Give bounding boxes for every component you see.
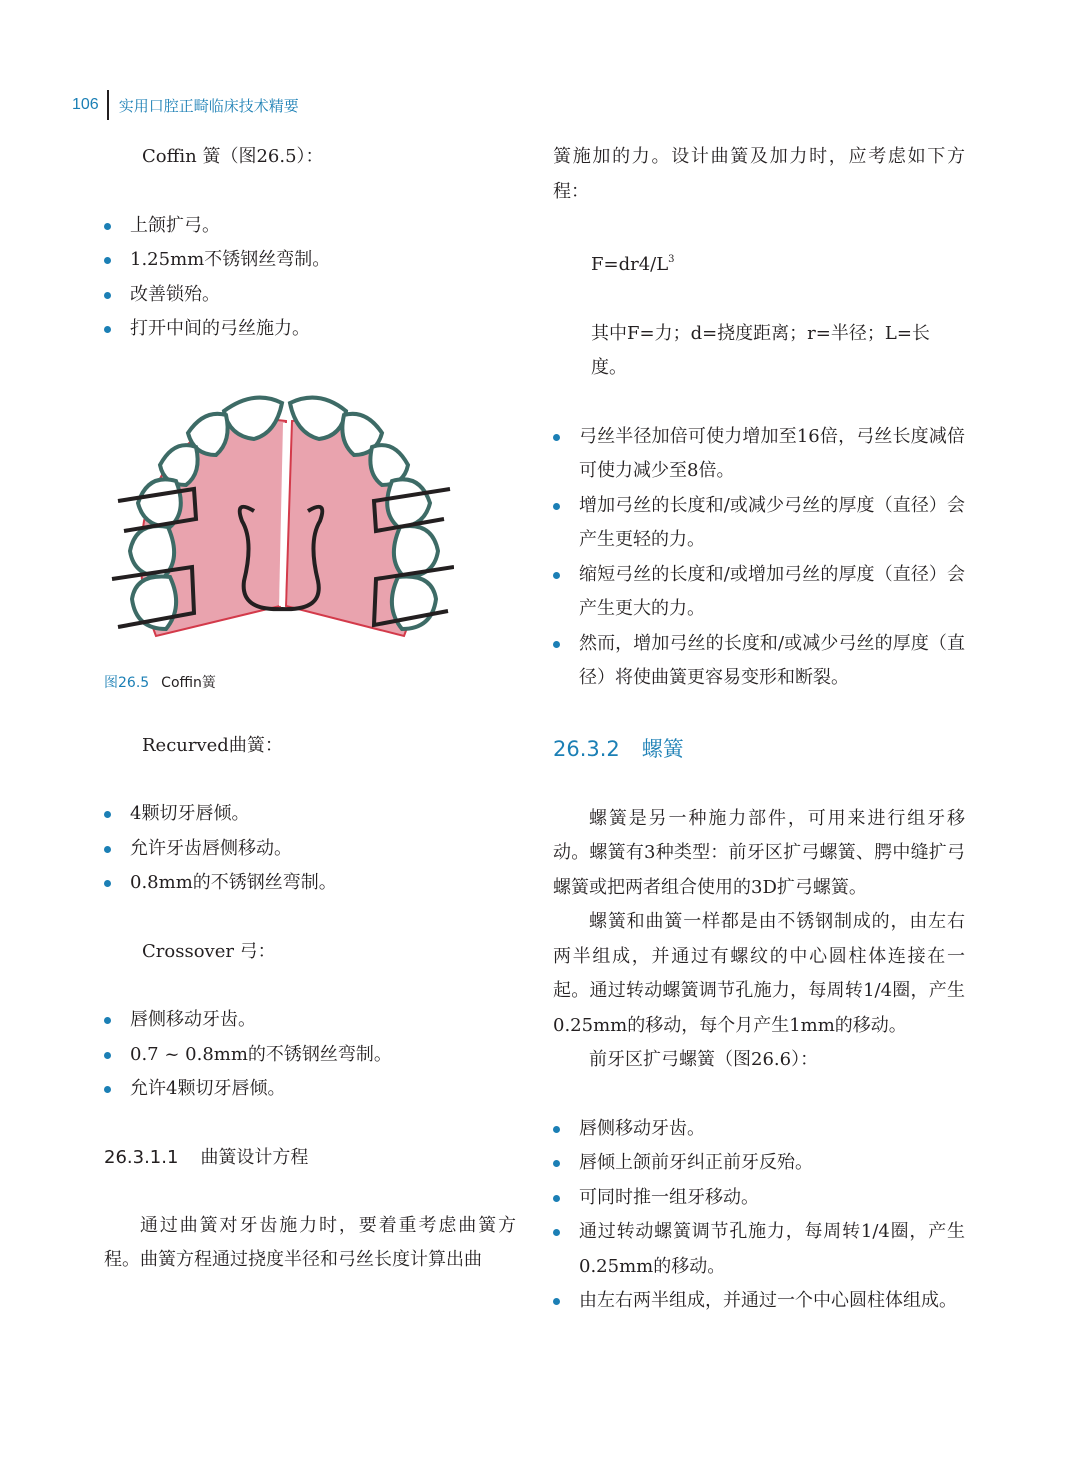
bullet-icon [104,1017,111,1024]
bullet-icon [104,1086,111,1093]
list-item: 然而，增加弓丝的长度和/或减少弓丝的厚度（直径）将使曲簧更容易变形和断裂。 [553,627,965,696]
list-item: 唇倾上颌前牙纠正前牙反殆。 [553,1146,965,1181]
right-column [553,140,965,1319]
crossover-bullet-list [104,1003,516,1107]
spring-equation-paragraph: 通过曲簧对牙齿施力时，要着重考虑曲簧方程。曲簧方程通过挠度半径和弓丝长度计算出曲 [104,1214,516,1270]
bullet-icon [104,846,111,853]
screw-bullet-list [553,1112,965,1319]
list-item: 允许4颗切牙唇倾。 [104,1072,516,1107]
bullet-icon [553,1195,560,1202]
list-item: 4颗切牙唇倾。 [104,797,516,832]
list-item: 唇侧移动牙齿。 [553,1112,965,1147]
bullet-icon [553,1126,560,1133]
screw-paragraph-1: 螺簧是另一种施力部件，可用来进行组牙移动。螺簧有3种类型：前牙区扩弓螺簧、腭中缝扩弓螺簧或把两者组合使用的3D扩弓螺簧。 [553,807,965,898]
bullet-icon [553,1160,560,1167]
list-item: 缩短弓丝的长度和/或增加弓丝的厚度（直径）会产生更大的力。 [553,558,965,627]
formula-bullet-list [553,420,965,696]
bullet-icon [553,1229,560,1236]
bullet-icon [104,880,111,887]
screw-paragraph-3: 前牙区扩弓螺簧（图26.6）： [589,1049,819,1070]
crossover-intro: Crossover 弓： [142,940,276,962]
section-heading-2632: 26.3.2 螺簧 [553,736,684,761]
list-item: 1.25mm不锈钢丝弯制。 [104,243,516,278]
bullet-icon [104,257,111,264]
recurved-intro: Recurved曲簧： [142,734,283,756]
bullet-icon [553,641,560,648]
figure-caption-text: Coffin簧 [161,674,216,691]
paragraph-continued: 簧施加的力。设计曲簧及加力时，应考虑如下方程： [553,146,965,202]
page-header [72,90,299,120]
list-item: 由左右两半组成，并通过一个中心圆柱体组成。 [553,1284,965,1319]
bullet-icon [104,1052,111,1059]
list-item: 上颌扩弓。 [104,209,516,244]
page-number: 106 [72,96,99,113]
list-item: 增加弓丝的长度和/或减少弓丝的厚度（直径）会产生更轻的力。 [553,489,965,558]
list-item: 打开中间的弓丝施力。 [104,312,516,347]
coffin-intro: Coffin 簧（图26.5）： [142,146,324,167]
section-heading-26311: 26.3.1.1 曲簧设计方程 [104,1146,309,1168]
formula-explanation: 其中F=力；d=挠度距离；r=半径；L=长度。 [591,322,930,378]
bullet-icon [553,503,560,510]
recurved-bullet-list [104,797,516,901]
book-title: 实用口腔正畸临床技术精要 [118,96,299,115]
left-column [104,140,516,1278]
list-item: 0.7 ~ 0.8mm的不锈钢丝弯制。 [104,1038,516,1073]
coffin-bullet-list [104,209,516,347]
bullet-icon [553,1298,560,1305]
figure-number: 图26.5 [104,674,150,691]
list-item: 改善锁殆。 [104,278,516,313]
bullet-icon [553,434,560,441]
bullet-icon [104,292,111,299]
list-item: 通过转动螺簧调节孔施力，每周转1/4圈，产生0.25mm的移动。 [553,1215,965,1284]
spring-formula: $F=dr4/L^3$ [591,254,675,275]
screw-paragraph-2: 螺簧和曲簧一样都是由不锈钢制成的，由左右两半组成，并通过有螺纹的中心圆柱体连接在一起。通过转动螺簧调节孔施力，每周转1/4圈，产生0.25mm的移动，每个月产生1mm的移动。 [553,911,965,1036]
list-item: 0.8mm的不锈钢丝弯制。 [104,866,516,901]
figure-caption [104,673,516,693]
list-item: 允许牙齿唇侧移动。 [104,832,516,867]
header-divider [107,90,109,120]
list-item: 唇侧移动牙齿。 [104,1003,516,1038]
bullet-icon [104,326,111,333]
bullet-icon [104,811,111,818]
coffin-spring-figure [104,381,454,651]
bullet-icon [553,572,560,579]
list-item: 弓丝半径加倍可使力增加至16倍，弓丝长度减倍可使力减少至8倍。 [553,420,965,489]
bullet-icon [104,223,111,230]
coffin-appliance-illustration [104,381,454,651]
list-item: 可同时推一组牙移动。 [553,1181,965,1216]
